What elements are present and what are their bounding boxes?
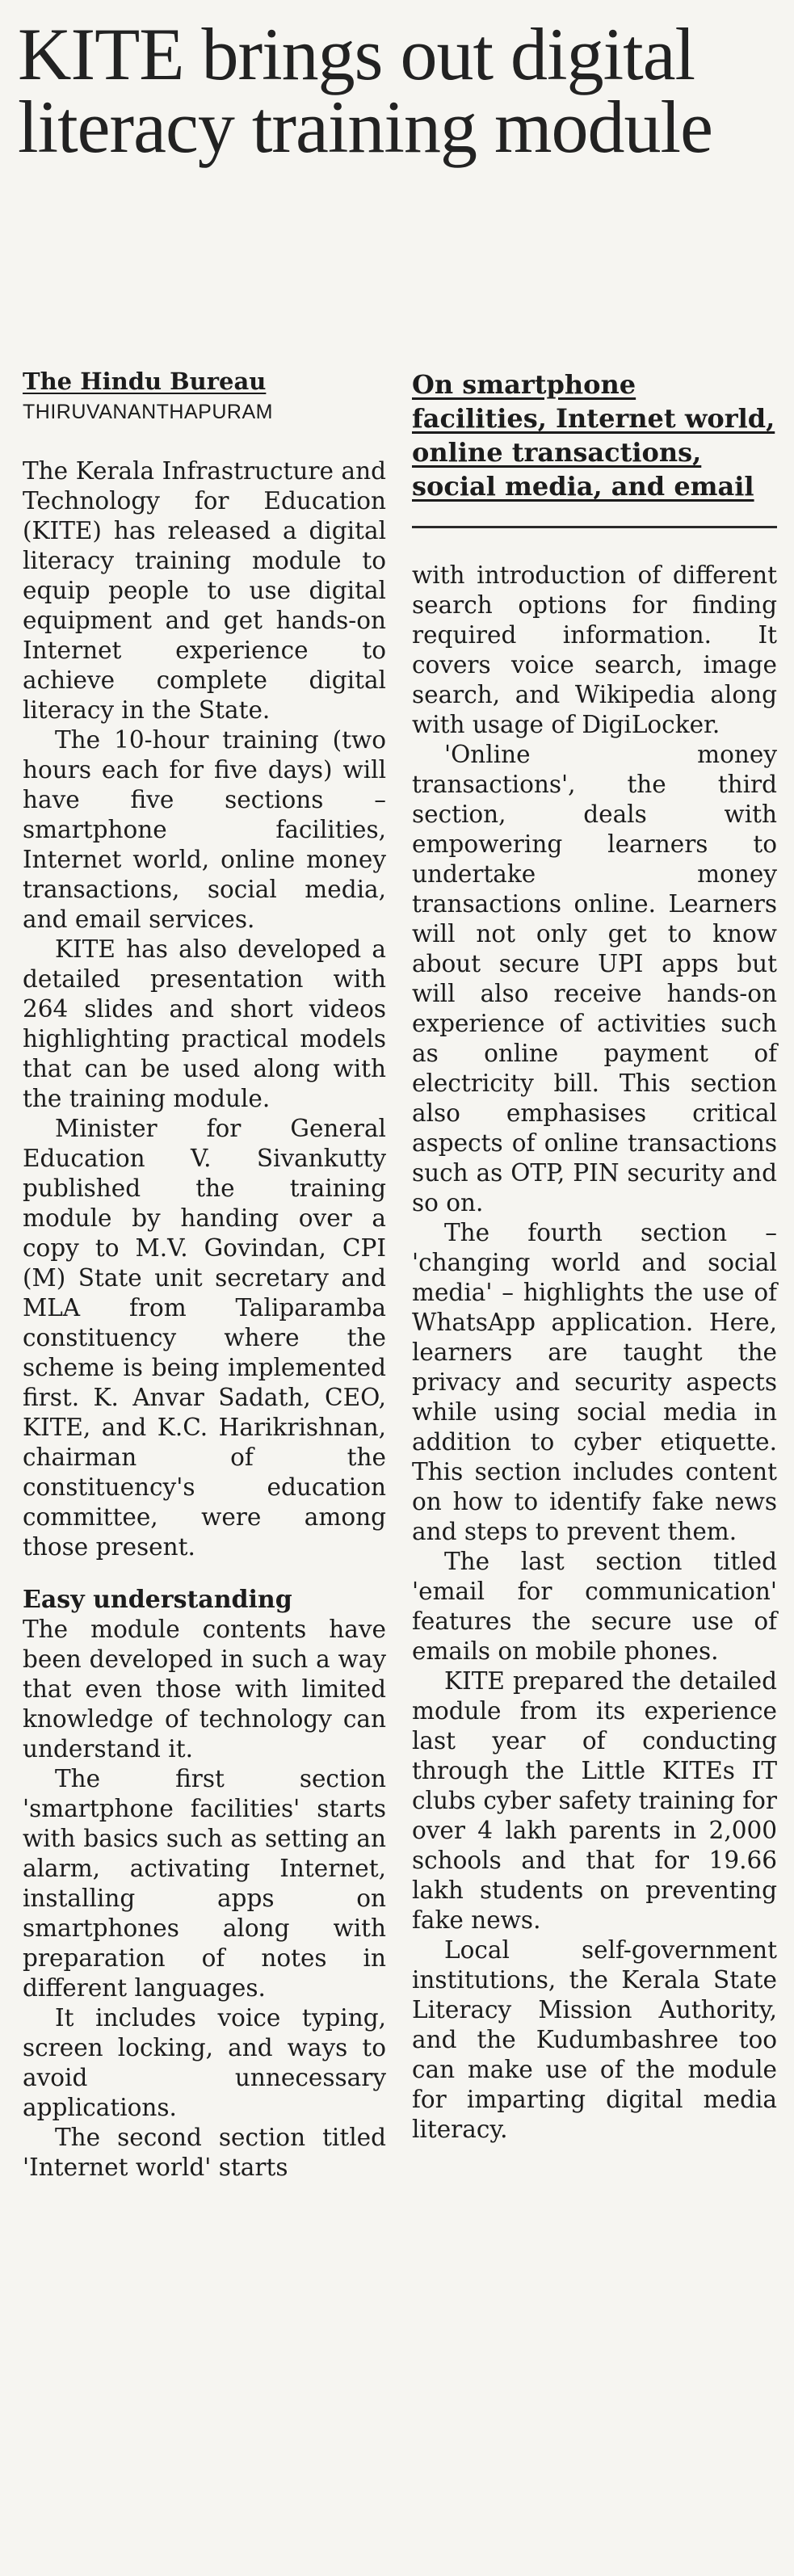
- highlight-title: On smartphone facilities, Internet world, online transactions, social media, and email: [412, 369, 775, 502]
- dateline: THIRUVANANTHAPURAM: [23, 401, 273, 423]
- left-column: [23, 368, 386, 2183]
- paragraph: 'Online money transactions', the third section, deals with empowering learners to undertake money transactions online. Learners will not only get to know about secure UPI apps but will also receive hands-on experience of activities such as online payment of electricity bill. This section also emphasises critical aspects of online transactions such as OTP, PIN security and so on.: [412, 741, 777, 1217]
- paragraph: with introduction of different search options for finding required information. It covers voice search, image search, and Wikipedia along with usage of DigiLocker.: [412, 561, 777, 738]
- byline: The Hindu Bureau: [23, 368, 267, 395]
- paragraph: The first section 'smartphone facilities' starts with basics such as setting an alarm, activating Internet, installing apps on smartphones along with preparation of notes in different languages.: [23, 1765, 386, 2002]
- subhead: Easy understanding: [23, 1586, 292, 1614]
- paragraph: The module contents have been developed in such a way that even those with limited knowledge of technology can understand it.: [23, 1616, 386, 1763]
- paragraph: It includes voice typing, screen locking, and ways to avoid unnecessary applications.: [23, 2004, 386, 2121]
- paragraph: The Kerala Infrastructure and Technology for Education (KITE) has released a digital literacy training module to equip people to use digital equipment and get hands-on Internet experience to achieve complete digital literacy in the State.: [23, 457, 386, 724]
- right-column: [412, 368, 777, 2145]
- paragraph: KITE prepared the detailed module from its experience last year of conducting through the Little KITEs IT clubs cyber safety training for over 4 lakh parents in 2,000 schools and that for 19.66 lakh students on preventing fake news.: [412, 1667, 777, 1934]
- paragraph: Minister for General Education V. Sivankutty published the training module by handing over a copy to M.V. Govindan, CPI (M) State unit secretary and MLA from Taliparamba constituency where the scheme is being implemented first. K. Anvar Sadath, CEO, KITE, and K.C. Harikrishnan, chairman of the constituency's education committee, were among those present.: [23, 1115, 386, 1561]
- paragraph: KITE has also developed a detailed presentation with 264 slides and short videos highlighting practical models that can be used along with the training module.: [23, 935, 386, 1112]
- paragraph: The 10-hour training (two hours each for five days) will have five sections – smartphone facilities, Internet world, online money transactions, social media, and email services.: [23, 726, 386, 933]
- paragraph: The fourth section – 'changing world and social media' – highlights the use of WhatsApp application. Here, learners are taught the privacy and security aspects while using social media in addition to cyber etiquette. This section includes content on how to identify fake news and steps to prevent them.: [412, 1219, 777, 1545]
- paragraph: The last section titled 'email for communication' features the secure use of emails on mobile phones.: [412, 1548, 777, 1665]
- highlight-box: [412, 368, 777, 528]
- paragraph: Local self-government institutions, the Kerala State Literacy Mission Authority, and the Kudumbashree too can make use of the module for imparting digital media literacy.: [412, 1936, 777, 2143]
- paragraph: The second section titled 'Internet world' starts: [23, 2124, 386, 2181]
- headline: KITE brings out digital literacy training module: [18, 13, 712, 168]
